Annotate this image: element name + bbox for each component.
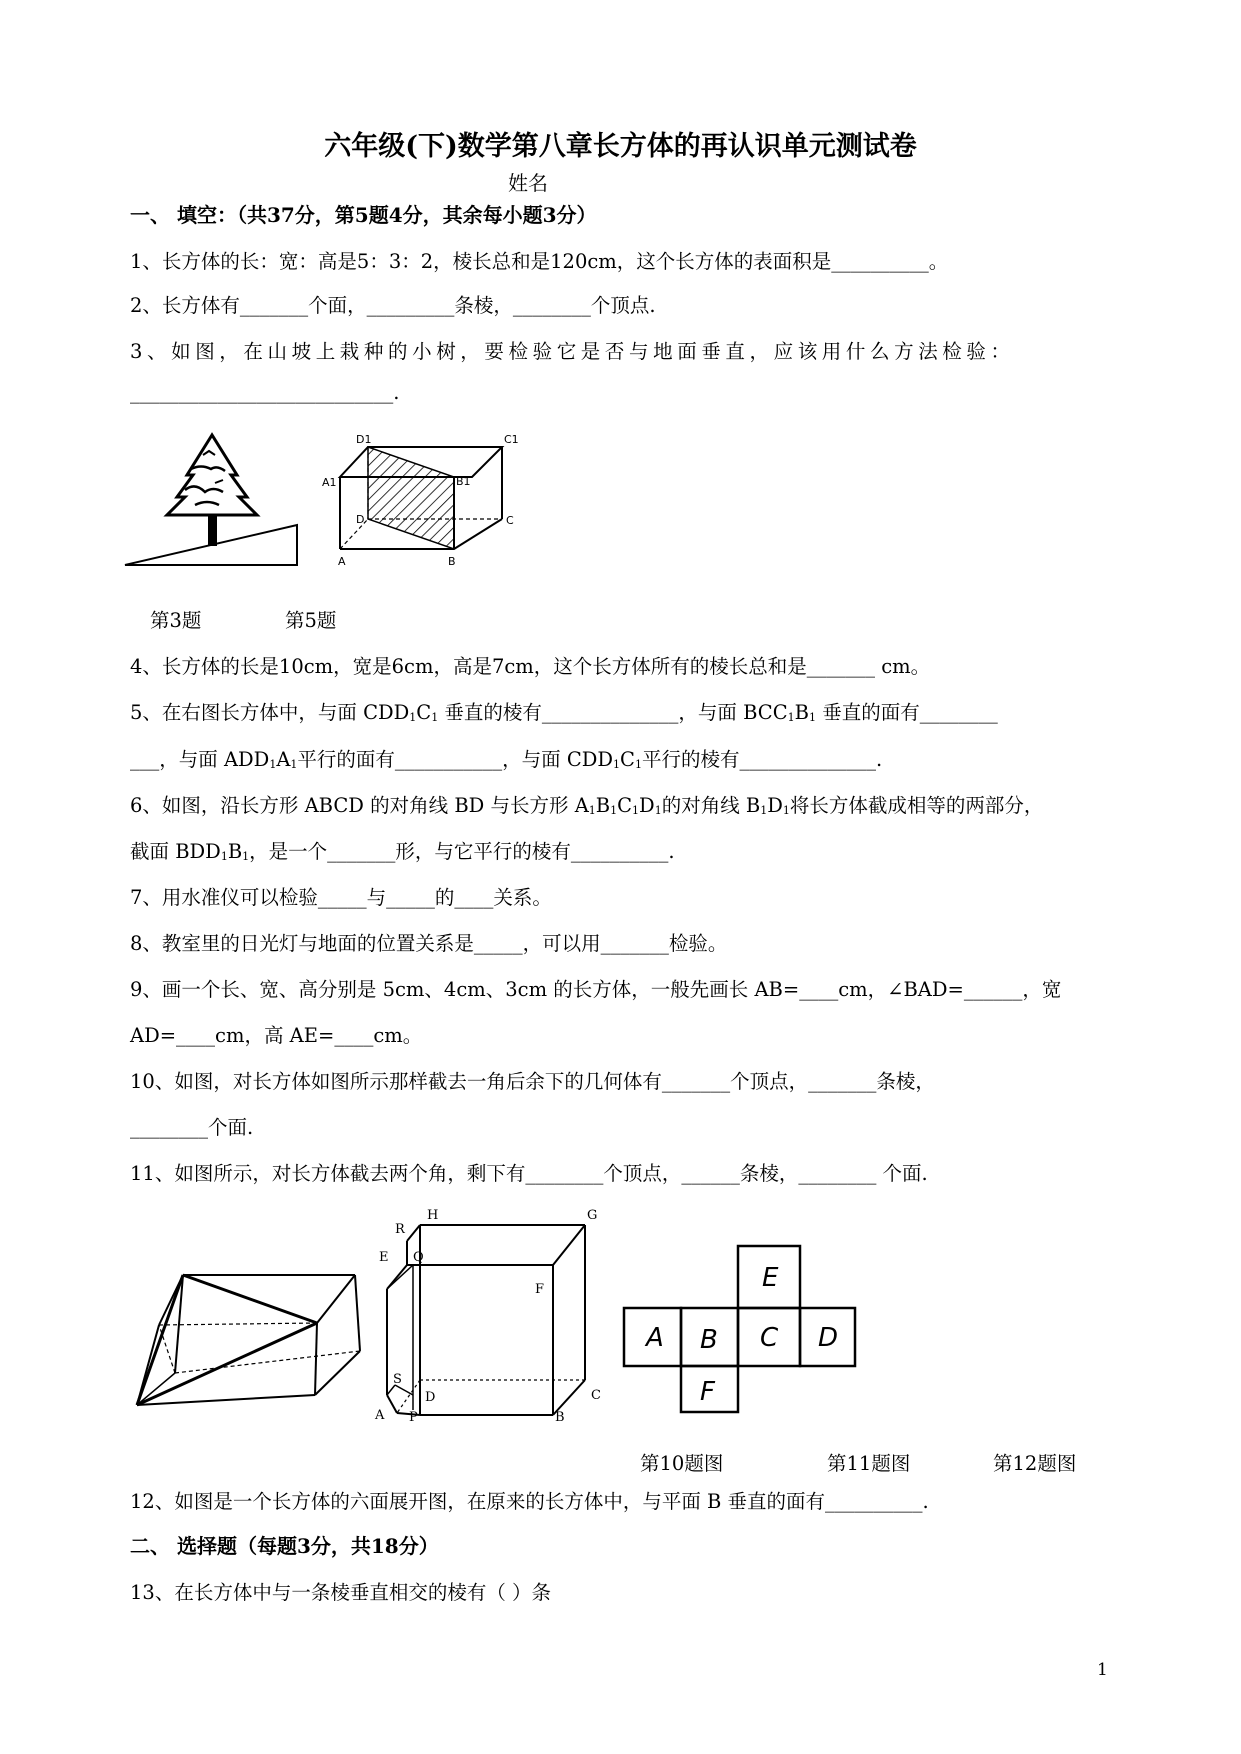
question-2: 2、长方体有_______个面，_________条棱，________个顶点. <box>130 294 656 317</box>
question-8: 8、教室里的日光灯与地面的位置关系是_____，可以用_______检验。 <box>130 932 728 955</box>
section-heading-choice: 二、 选择题（每题3分，共18分） <box>130 1534 439 1558</box>
label-h: H <box>427 1208 439 1223</box>
figure-3-tree-on-slope <box>125 425 305 570</box>
label-c: C <box>506 514 514 527</box>
question-5-line-2: ___，与面 $ADD_1A_1$平行的面有___________，与面 $CDD_1C_1$平行的棱有______________. <box>130 748 883 771</box>
caption-fig12: 第12题图 <box>993 1452 1077 1475</box>
label-c1: C1 <box>504 433 519 446</box>
net-label-f: F <box>700 1377 715 1407</box>
label-e: E <box>379 1250 389 1265</box>
question-3-answer-line: ___________________________. <box>130 381 400 404</box>
label-d: D <box>356 513 365 526</box>
label-b: B <box>448 555 456 568</box>
figure-10-cut-cuboid <box>135 1255 370 1425</box>
question-9-line-1: 9、画一个长、宽、高分别是 5cm、4cm、3cm 的长方体，一般先画长 AB=____cm，∠BAD=______，宽 <box>130 978 1062 1001</box>
caption-fig11: 第11题图 <box>827 1452 911 1475</box>
label-b1: B1 <box>456 475 471 488</box>
question-1: 1、长方体的长：宽：高是5：3：2，棱长总和是120cm，这个长方体的表面积是__________。 <box>130 250 949 273</box>
net-label-e: E <box>762 1263 779 1293</box>
question-11: 11、如图所示，对长方体截去两个角，剩下有________个顶点，______条棱，________ 个面. <box>130 1162 928 1185</box>
question-12: 12、如图是一个长方体的六面展开图，在原来的长方体中，与平面 B 垂直的面有__________. <box>130 1490 929 1513</box>
question-10-line-1: 10、如图，对长方体如图所示那样截去一角后余下的几何体有_______个顶点，_______条棱， <box>130 1070 935 1093</box>
section-heading-fill-in: 一、 填空：（共37分，第5题4分，其余每小题3分） <box>130 203 597 227</box>
question-5-line-1: 5、在右图长方体中，与面 $CDD_1C_1$ 垂直的棱有______________，与面 $BCC_1B_1$ 垂直的面有________ <box>130 701 998 724</box>
question-10-line-2: ________个面. <box>130 1116 254 1139</box>
label-r: R <box>395 1222 405 1237</box>
label-c: C <box>591 1388 601 1403</box>
label-p: P <box>409 1410 418 1425</box>
page-title: 六年级(下)数学第八章长方体的再认识单元测试卷 <box>324 131 917 162</box>
net-label-a: A <box>646 1323 664 1353</box>
figure-5-cuboid-section <box>318 425 528 570</box>
figure-11-two-corners-cut <box>375 1205 610 1425</box>
page-number: 1 <box>1097 1660 1108 1680</box>
net-label-d: D <box>818 1323 839 1353</box>
caption-fig5: 第5题 <box>285 609 337 632</box>
question-13: 13、在长方体中与一条棱垂直相交的棱有（ ）条 <box>130 1581 552 1604</box>
label-f: F <box>535 1282 545 1297</box>
label-s: S <box>393 1372 402 1387</box>
caption-fig3: 第3题 <box>150 609 202 632</box>
net-label-c: C <box>760 1323 779 1353</box>
figure-12-cuboid-net <box>622 1240 857 1415</box>
label-b: B <box>555 1410 565 1425</box>
net-label-b: B <box>700 1325 718 1355</box>
label-a1: A1 <box>322 476 337 489</box>
label-q: Q <box>413 1250 424 1265</box>
label-d: D <box>425 1390 436 1405</box>
question-3: 3、如图，在山坡上栽种的小树，要检验它是否与地面垂直，应该用什么方法检验： <box>130 340 1015 363</box>
label-a: A <box>375 1408 385 1423</box>
question-6-line-2: 截面 $BDD_1B_1$，是一个_______形，与它平行的棱有__________. <box>130 840 675 863</box>
label-a: A <box>338 555 346 568</box>
caption-fig10: 第10题图 <box>640 1452 724 1475</box>
question-9-line-2: AD=____cm，高 AE=____cm。 <box>130 1024 423 1047</box>
question-7: 7、用水准仪可以检验_____与_____的____关系。 <box>130 886 552 909</box>
label-g: G <box>587 1208 598 1223</box>
question-4: 4、长方体的长是10cm，宽是6cm，高是7cm，这个长方体所有的棱长总和是_______ cm。 <box>130 655 931 678</box>
name-label: 姓名 <box>508 171 548 195</box>
question-6-line-1: 6、如图，沿长方形 ABCD 的对角线 BD 与长方形 $A_1B_1C_1D_1$的对角线 $B_1D_1$将长方体截成相等的两部分， <box>130 794 1044 817</box>
label-d1: D1 <box>356 433 372 446</box>
